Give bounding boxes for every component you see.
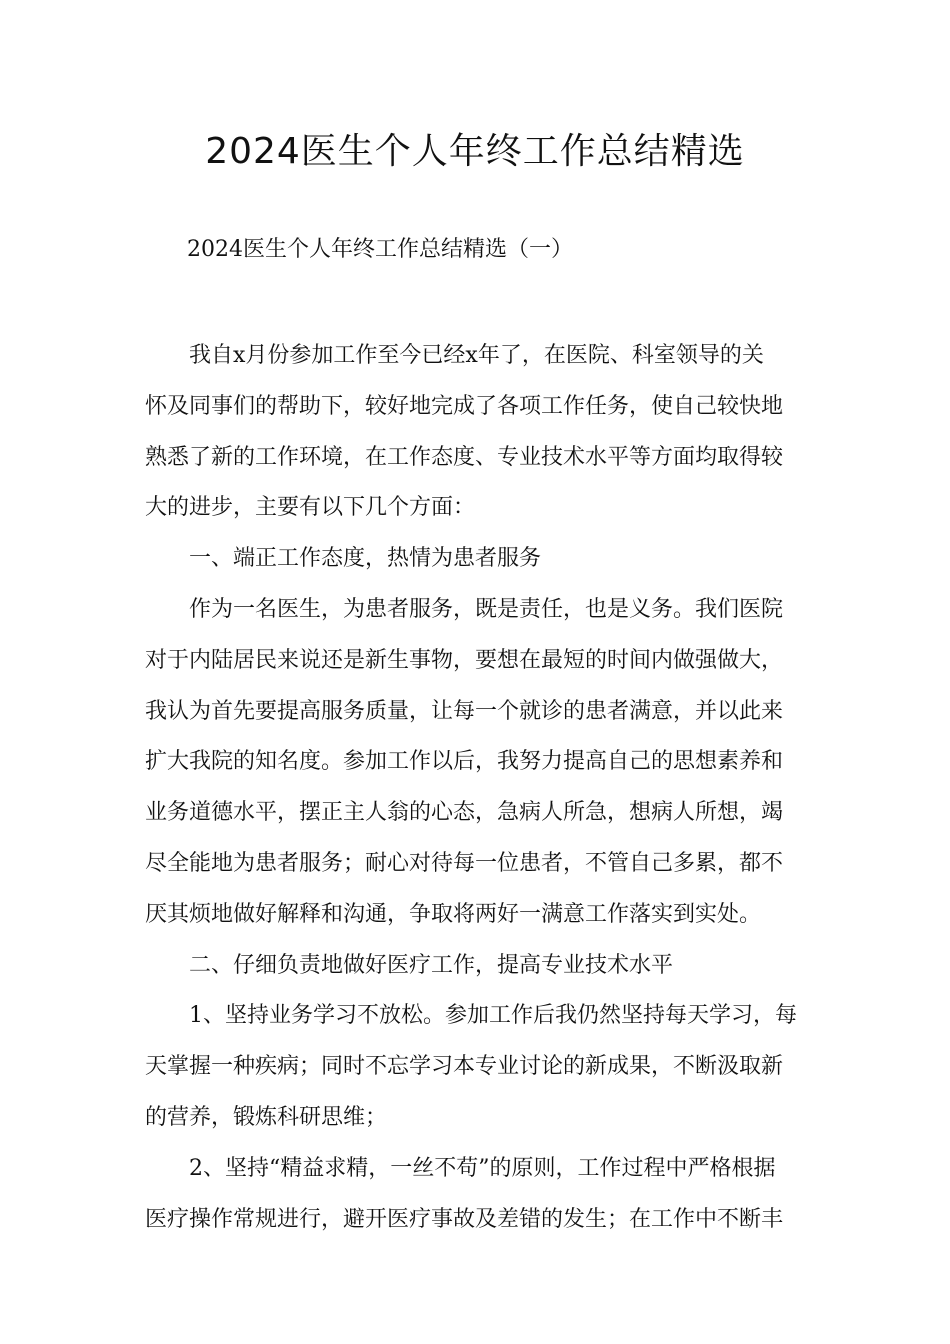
section-heading-2 — [145, 941, 807, 992]
text-line: 厌其烦地做好解释和沟通，争取将两好一满意工作落实到实处。 — [145, 901, 762, 927]
text-line: 一、端正工作态度，热情为患者服务 — [189, 546, 542, 572]
paragraph-principle — [145, 1144, 807, 1246]
text-line: 熟悉了新的工作环境，在工作态度、专业技术水平等方面均取得较 — [145, 444, 784, 470]
text-line: 医疗操作常规进行，避开医疗事故及差错的发生；在工作中不断丰 — [145, 1206, 784, 1232]
text-line: 天掌握一种疾病；同时不忘学习本专业讨论的新成果，不断汲取新 — [145, 1054, 784, 1080]
text-line: 我认为首先要提高服务质量，让每一个就诊的患者满意，并以此来 — [145, 698, 784, 724]
text-line: 我自x月份参加工作至今已经x年了，在医院、科室领导的关 — [189, 343, 764, 368]
document-title: 2024医生个人年终工作总结精选 — [205, 131, 745, 172]
text-line: 尽全能地为患者服务；耐心对待每一位患者，不管自己多累，都不 — [145, 850, 784, 876]
document-subtitle: 2024医生个人年终工作总结精选（一） — [187, 237, 573, 262]
text-line: 扩大我院的知名度。参加工作以后，我努力提高自己的思想素养和 — [145, 749, 784, 775]
text-line: 2、坚持“精益求精，一丝不苟”的原则，工作过程中严格根据 — [189, 1155, 776, 1181]
text-line: 1、坚持业务学习不放松。参加工作后我仍然坚持每天学习，每 — [189, 1003, 797, 1029]
text-line: 怀及同事们的帮助下，较好地完成了各项工作任务，使自己较快地 — [145, 393, 784, 419]
paragraph-study — [145, 991, 807, 1143]
paragraph-intro — [145, 331, 807, 534]
text-line: 大的进步，主要有以下几个方面： — [145, 495, 476, 521]
document-body — [145, 331, 807, 1245]
paragraph-attitude — [145, 585, 807, 941]
text-line: 业务道德水平，摆正主人翁的心态，急病人所急，想病人所想，竭 — [145, 800, 784, 826]
section-heading-1 — [145, 534, 807, 585]
text-line: 对于内陆居民来说还是新生事物，要想在最短的时间内做强做大， — [145, 647, 784, 673]
text-line: 的营养，锻炼科研思维； — [145, 1104, 388, 1130]
text-line: 作为一名医生，为患者服务，既是责任，也是义务。我们医院 — [189, 596, 784, 622]
text-line: 二、仔细负责地做好医疗工作，提高专业技术水平 — [189, 952, 674, 978]
